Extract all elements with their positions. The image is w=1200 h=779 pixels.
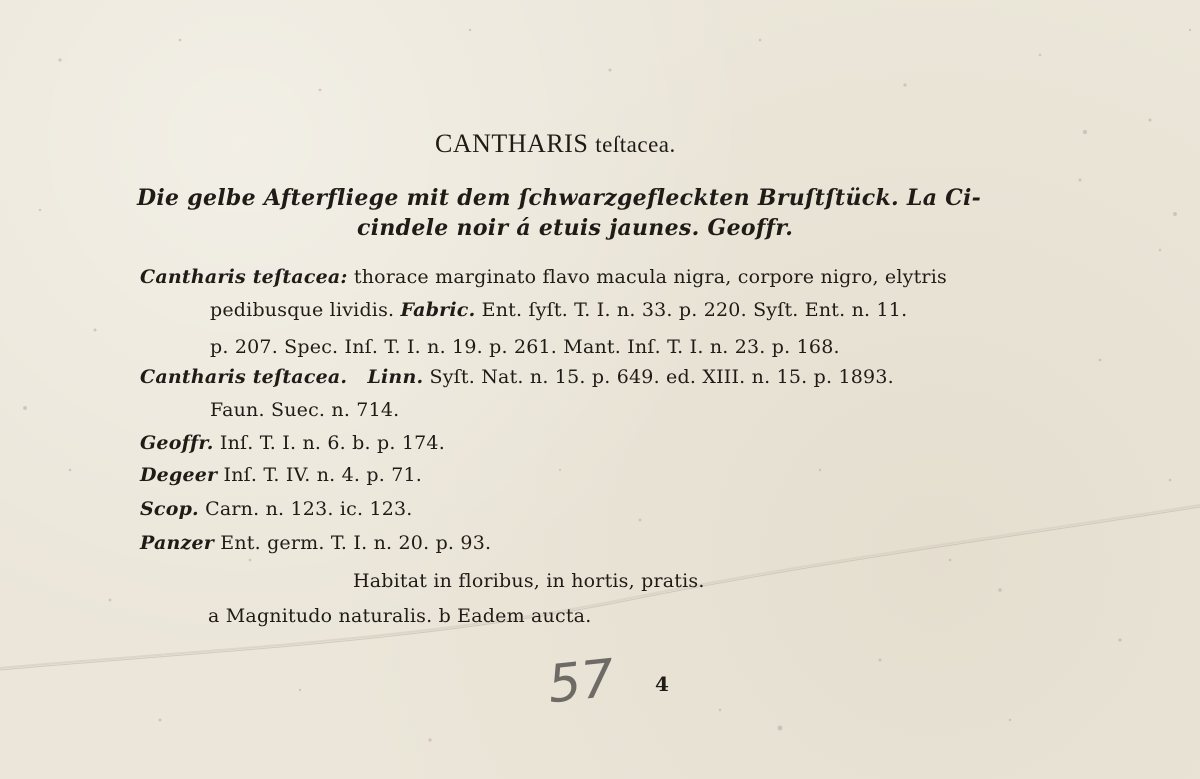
reference-line — [140, 464, 422, 486]
common-names-line-1: Die gelbe Afterfliege mit dem ſchwarzgefleckten Bruſtſtück. La Ci- — [137, 185, 982, 211]
reference-text: p. 207. Spec. Inſ. T. I. n. 19. p. 261. Mant. Inſ. T. I. n. 23. p. 168. — [210, 336, 840, 358]
figure-caption: a Magnitudo naturalis. b Eadem aucta. — [208, 605, 592, 627]
reference-text: Syſt. Nat. n. 15. p. 649. ed. XIII. n. 15. p. 1893. — [429, 366, 894, 388]
reference-text: Inſ. T. I. n. 6. b. p. 174. — [219, 432, 445, 454]
reference-line — [210, 299, 907, 321]
reference-author: Fabric. — [400, 299, 476, 321]
reference-line — [140, 266, 947, 288]
reference-author: Linn. — [367, 366, 424, 388]
habitat-text: Habitat in floribus, in hortis, pratis. — [353, 570, 705, 592]
reference-author: Cantharis teſtacea: — [140, 266, 348, 288]
reference-line — [140, 432, 445, 454]
reference-text: pedibusque lividis. — [210, 299, 395, 321]
reference-text: Ent. germ. T. I. n. 20. p. 93. — [220, 532, 492, 554]
reference-line — [140, 366, 894, 388]
common-names-line-2: cindele noir á etuis jaunes. Geoffr. — [357, 215, 794, 241]
reference-line — [140, 532, 491, 554]
reference-line — [210, 399, 399, 421]
reference-author: Cantharis teſtacea. — [140, 366, 348, 388]
reference-text: Ent. ſyſt. T. I. n. 33. p. 220. Syſt. Ent. n. 11. — [481, 299, 908, 321]
genus-name: CANTHARIS — [435, 129, 589, 158]
reference-line — [140, 498, 413, 520]
reference-text: Faun. Suec. n. 714. — [210, 399, 400, 421]
page-number: 4 — [655, 672, 670, 696]
pencil-number: 57 — [545, 648, 618, 716]
species-name: teſtacea. — [595, 132, 676, 157]
reference-author: Scop. — [140, 498, 199, 520]
reference-author: Panzer — [140, 532, 214, 554]
reference-line — [210, 336, 840, 358]
reference-author: Degeer — [140, 464, 218, 486]
reference-text: Carn. n. 123. ic. 123. — [205, 498, 413, 520]
reference-text: Inſ. T. IV. n. 4. p. 71. — [223, 464, 423, 486]
reference-author: Geoffr. — [140, 432, 214, 454]
page-title — [435, 129, 676, 159]
reference-text: thorace marginato flavo macula nigra, corpore nigro, elytris — [353, 266, 947, 288]
